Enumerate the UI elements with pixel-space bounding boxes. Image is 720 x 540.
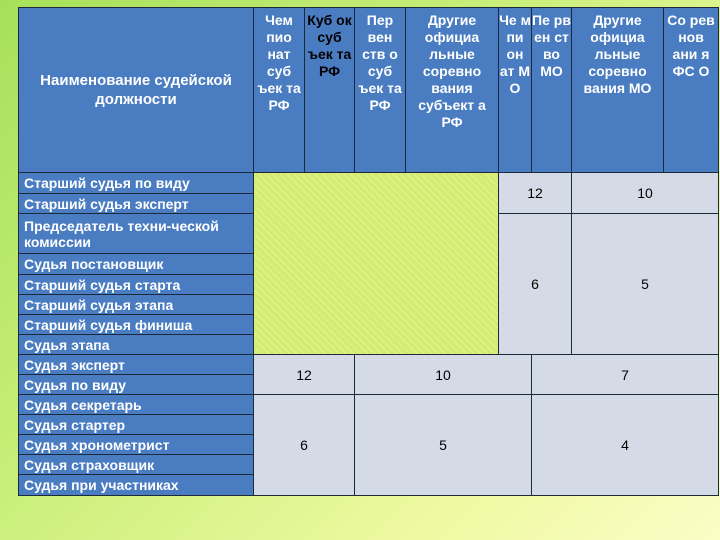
row-label: Старший судья эксперт xyxy=(19,194,254,214)
table-row xyxy=(19,355,719,375)
header-subject-other: Другие официа льные соревно вания субъект а РФ xyxy=(406,8,499,173)
header-mo-championship: Че м пи он ат М О xyxy=(499,8,532,173)
header-subject-championship: Чем пио нат суб ъек та РФ xyxy=(254,8,305,173)
value-cell: 10 xyxy=(572,173,719,214)
row-label: Судья при участниках xyxy=(19,475,254,496)
value-cell: 12 xyxy=(254,355,355,395)
row-label: Судья постановщик xyxy=(19,254,254,275)
empty-cell xyxy=(254,173,499,355)
value-cell: 4 xyxy=(532,395,719,496)
row-label: Старший судья этапа xyxy=(19,295,254,315)
row-label: Судья стартер xyxy=(19,415,254,435)
row-label: Старший судья по виду xyxy=(19,173,254,194)
row-label: Судья хронометрист xyxy=(19,435,254,455)
header-position-name: Наименование судейской должности xyxy=(19,8,254,173)
table-row xyxy=(19,173,719,194)
referee-points-table xyxy=(18,7,719,496)
header-fso: Со рев нов ани я ФС О xyxy=(664,8,719,173)
row-label: Судья секретарь xyxy=(19,395,254,415)
row-label: Судья страховщик xyxy=(19,455,254,475)
value-cell: 10 xyxy=(355,355,532,395)
value-cell: 5 xyxy=(355,395,532,496)
value-cell: 6 xyxy=(499,214,572,355)
row-label: Судья этапа xyxy=(19,335,254,355)
header-mo-other: Другие официа льные соревно вания МО xyxy=(572,8,664,173)
header-mo-first: Пе рв ен ст во МО xyxy=(532,8,572,173)
value-cell: 6 xyxy=(254,395,355,496)
header-row xyxy=(19,8,719,173)
table-row xyxy=(19,395,719,415)
row-label: Председатель техни-ческой комиссии xyxy=(19,214,254,254)
header-subject-first: Пер вен ств о суб ъек та РФ xyxy=(355,8,406,173)
value-cell: 12 xyxy=(499,173,572,214)
row-label: Старший судья старта xyxy=(19,275,254,295)
row-label: Судья по виду xyxy=(19,375,254,395)
row-label: Судья эксперт xyxy=(19,355,254,375)
value-cell: 5 xyxy=(572,214,719,355)
header-subject-cup: Куб ок суб ъек та РФ xyxy=(305,8,355,173)
value-cell: 7 xyxy=(532,355,719,395)
row-label: Старший судья финиша xyxy=(19,315,254,335)
